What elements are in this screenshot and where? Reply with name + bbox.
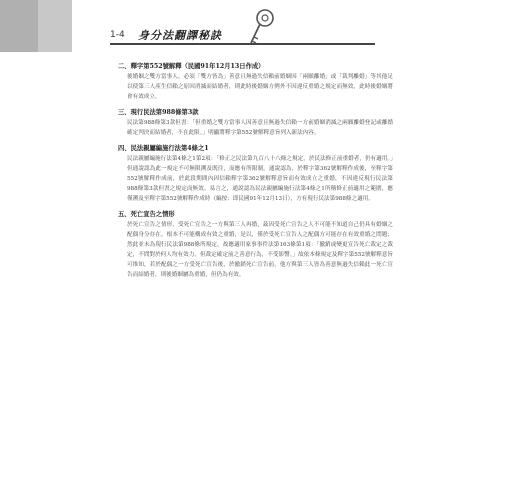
page-number: 1-4 xyxy=(110,30,125,40)
section-paragraph: 民法第988條第3款但書：「但重婚之雙方當事人因善意且無過失信賴一方前婚姻消滅之兩願離婚登記或離婚確定判決而結婚者，不在此限。」明顯將釋字第552號解釋意旨列入新法內容。 xyxy=(127,120,393,136)
section-paragraph: 於死亡宣告之情形，受死亡宣告之一方與第三人再婚，茲因受死亡宣告之人不可能不知道自己仍具有婚姻之配偶身分存在，根本不可能構成有效之重婚，是以，僅於受死亡宣告人之配偶方可能存在有效重婚之問題；然此並未為現行民法第988條所規定，故應適用家事事件法第163條第1項：「撤銷或變更宣告死亡裁定之裁定，不問對於何人均有效力，但裁定確定前之善意行為，不受影響。」故依本條規定及釋字第552號解釋意旨可推知，若於配偶之一方受死亡宣告後，於撤銷死亡宣告前，他方與第三人皆為善意無過失信賴此一死亡宣告而結婚者，則後婚姻屬為重婚，但仍為有效。 xyxy=(127,222,393,278)
section-paragraph: 民法親屬編施行法第4條之1第2項：「修正之民法第九百八十八條之規定，於民法修正前重婚者，仍有適用。」但通說認為此一規定不可無限溯及既往，而應有所限制，通說認為，於釋字第362號解釋作成後，至釋字第552號解釋作成前，於此段期間內因信賴釋字第362號解釋意旨而有效成立之重婚，不因違反現行民法第988條第3款但書之規定而無效。易言之，通說認為民法親屬編施行法第4條之1所稱修正前適用之範圍，應僅溯及至釋字第552號解釋作成時（編按：即民國91年12月13日），方有現行民法第988條之適用。 xyxy=(127,156,393,202)
section-heading: 三、現行民法第988條第3款 xyxy=(118,109,199,116)
section-heading: 五、死亡宣告之情形 xyxy=(118,211,175,218)
key-icon xyxy=(247,6,281,48)
section-enforcement-act xyxy=(118,144,393,204)
section-civil-code-988 xyxy=(118,108,393,138)
document-body xyxy=(118,62,393,286)
page-tab-shade xyxy=(0,0,38,52)
book-title: 身分法翻譯秘訣 xyxy=(138,29,222,42)
section-heading: 二、釋字第552號解釋（民國91年12月13日作成） xyxy=(118,63,265,70)
section-heading: 四、民法親屬編施行法第4條之1 xyxy=(118,145,209,152)
section-paragraph: 後婚姻之雙方當事人，必須「雙方皆為」善意且無過失信賴前婚姻因「兩願離婚」或「裁判離婚」等其他足以使第三人產生信賴之原因消滅而結婚者，則此時後婚姻方例外不因違反重婚之規定而無效，此時後婚姻將會有效成立。 xyxy=(127,74,393,100)
section-interpretation-552 xyxy=(118,62,393,102)
section-death-declaration xyxy=(118,210,393,280)
header-rule xyxy=(110,43,375,45)
